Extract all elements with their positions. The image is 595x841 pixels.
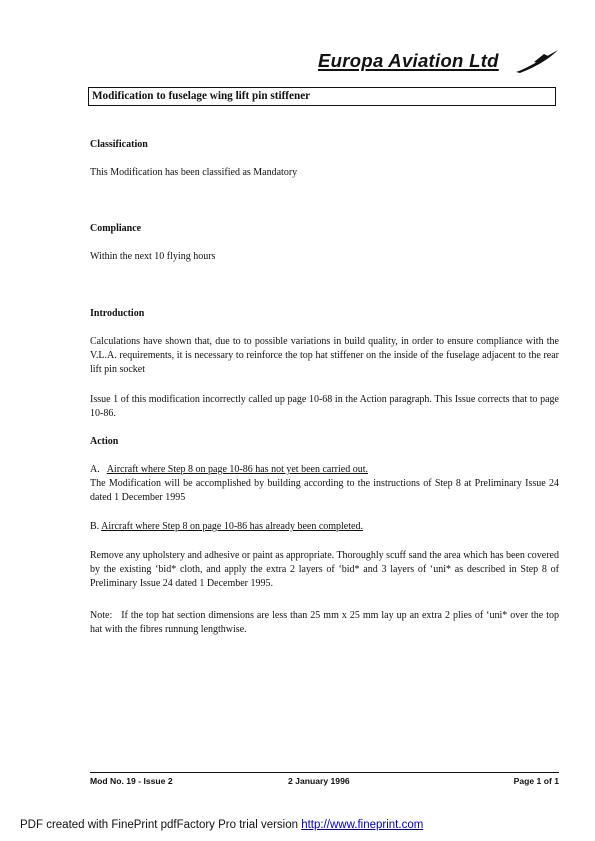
action-heading: Action xyxy=(90,436,119,447)
action-b-title: Aircraft where Step 8 on page 10-86 has already been completed. xyxy=(101,521,363,532)
action-b-line xyxy=(90,520,559,534)
compliance-text: Within the next 10 flying hours xyxy=(90,251,216,262)
footer-date: 2 January 1996 xyxy=(288,776,350,786)
footer-page: Page 1 of 1 xyxy=(513,776,559,786)
action-a-text: The Modification will be accomplished by building according to the instructions of Step 8 at Preliminary Issue 24 dated 1 December 1995 xyxy=(90,478,559,503)
action-a-line xyxy=(90,463,559,477)
action-a-title: Aircraft where Step 8 on page 10-86 has not yet been carried out. xyxy=(106,464,368,475)
company-name: Europa Aviation Ltd xyxy=(318,50,499,71)
document-title: Modification to fuselage wing lift pin stiffener xyxy=(92,90,311,102)
action-b-prefix: B. xyxy=(90,521,100,532)
introduction-paragraph-1: Calculations have shown that, due to to possible variations in build quality, in order to ensure compliance with the V.L.A. requirements, it is necessary to reinforce the top hat stiffener on the inside of the fuselage adjacent to the rear lift pin socket xyxy=(90,336,559,375)
classification-heading: Classification xyxy=(90,139,148,150)
title-box xyxy=(88,87,556,106)
action-note xyxy=(90,609,559,637)
footer-divider xyxy=(90,772,559,773)
note-label: Note: xyxy=(90,610,113,621)
introduction-paragraph-2: Issue 1 of this modification incorrectly called up page 10-68 in the Action paragraph. This Issue corrects that to page 10-86. xyxy=(90,394,559,419)
company-logo xyxy=(318,48,563,76)
pdf-note-text: PDF created with FinePrint pdfFactory Pro trial version xyxy=(20,819,302,831)
fineprint-link[interactable]: http://www.fineprint.com xyxy=(301,819,424,831)
action-b-text: Remove any upholstery and adhesive or paint as appropriate. Thoroughly scuff sand the area which has been covered by the existing ‘bid* cloth, and apply the extra 2 layers of ‘bid* and 3 layers of ‘uni* as described in Step 8 of Preliminary Issue 24 dated 1 December 1995. xyxy=(90,550,559,589)
pdf-trial-note xyxy=(20,819,423,831)
classification-text: This Modification has been classified as Mandatory xyxy=(90,167,298,178)
introduction-heading: Introduction xyxy=(90,308,145,319)
note-text: If the top hat section dimensions are less than 25 mm x 25 mm lay up an extra 2 plies of ‘uni* over the top hat with the fibres runnung lengthwise. xyxy=(90,610,560,635)
action-a-prefix: A. xyxy=(90,464,100,475)
compliance-heading: Compliance xyxy=(90,223,142,234)
plane-swoosh-icon xyxy=(514,48,562,74)
footer-mod-number: Mod No. 19 - Issue 2 xyxy=(90,776,173,786)
